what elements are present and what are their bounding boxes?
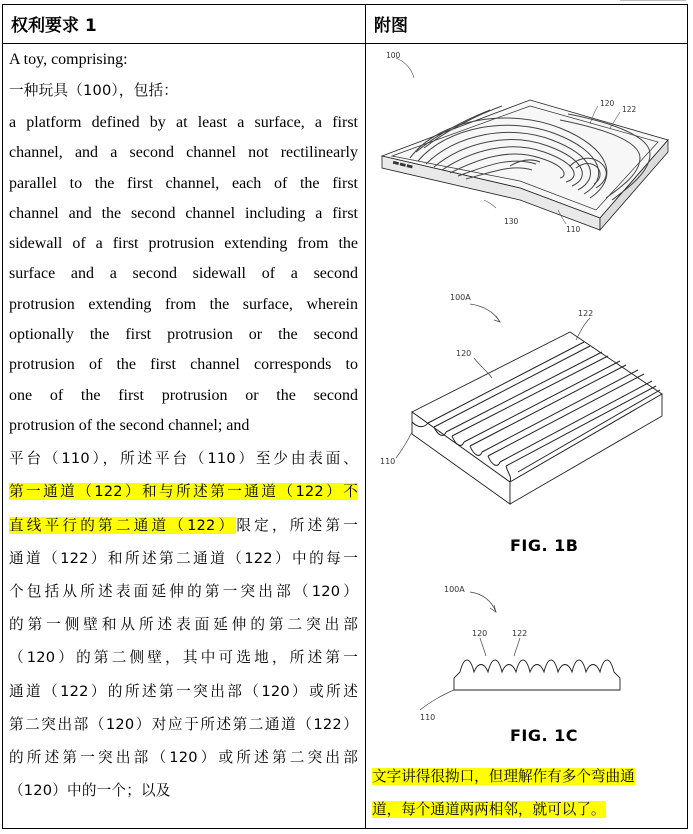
claim-line-en: one of the first protrusion or the second [9, 386, 358, 404]
highlight-span: 第一通道（122）和与所述第一通道（122）不 [9, 483, 358, 501]
claim-line-en: parallel to the first channel, each of the first [9, 174, 358, 192]
claim-line-cn: 第二突出部（120）对应于所述第二通道（122） [9, 715, 358, 733]
claim-line-en: a platform defined by at least a surface, a first [9, 114, 358, 131]
claim-text-span: 限定，所述第一 [236, 516, 358, 534]
claim-line-cn: 的所述第一突出部（120）或所述第二突出部 [9, 749, 358, 767]
claim-line-en: channel, and a second channel not rectilinearly [9, 144, 358, 162]
claim-line-cn-partial-highlight [9, 509, 358, 542]
claim-preamble-en: A toy, comprising: [9, 51, 128, 68]
claim-text [9, 48, 358, 808]
claim-line-en: protrusion extending from the surface, wherein [9, 295, 358, 313]
claim-line-cn: 通道（122）的所述第一突出部（120）或所述 [9, 682, 358, 700]
ref-120: 120 [600, 99, 615, 108]
claim-line-cn: （120）的第二侧壁，其中可选地，所述第一 [9, 649, 358, 667]
ref-130: 130 [504, 217, 519, 226]
ref-120: 120 [456, 349, 472, 358]
claim-line-cn: （120）中的一个；以及 [9, 782, 171, 800]
note-line: 文字讲得很拗口，但理解作有多个弯曲通 [372, 768, 635, 785]
claim-line-en: sidewall of a first protrusion extending from the [9, 235, 358, 253]
ref-110: 110 [380, 457, 396, 466]
figure-1b [370, 282, 685, 522]
figure-1c [370, 578, 685, 728]
note-line: 道，每个通道两两相邻，就可以了。 [372, 801, 606, 818]
claim-preamble-cn: 一种玩具（100），包括： [9, 82, 179, 99]
ref-100a: 100A [450, 293, 471, 302]
ref-100a: 100A [444, 585, 465, 594]
column-divider [365, 4, 366, 829]
claim-line-cn: 平台（110），所述平台（110）至少由表面、 [9, 450, 358, 468]
corner-line [620, 0, 686, 1]
brand-mark: ▬▬▬ [391, 157, 415, 172]
ref-122: 122 [578, 309, 594, 318]
claim-line-en: surface and a second sidewall of a second [9, 265, 358, 283]
header-divider [2, 43, 688, 44]
figure-1c-label: FIG. 1C [510, 726, 579, 745]
ref-100: 100 [386, 51, 401, 60]
ref-110: 110 [566, 225, 581, 234]
ref-110: 110 [420, 713, 436, 722]
claim-line-cn: 通道（122）和所述第二通道（122）中的每一 [9, 549, 358, 567]
figure-1b-label: FIG. 1B [510, 536, 579, 555]
claim-line-en: channel and the second channel including a first [9, 204, 358, 222]
highlight-span: 直线平行的第二通道（122） [9, 516, 237, 534]
claim-line-cn: 个包括从所述表面延伸的第一突出部（120） [9, 583, 358, 601]
claim-line-cn: 的第一侧壁和从所述表面延伸的第二突出部 [9, 616, 358, 634]
claim-line-en: protrusion of the second channel; and [9, 416, 250, 434]
figure-1a [370, 48, 685, 238]
ref-120: 120 [472, 629, 488, 638]
claim-line-cn-highlighted [9, 475, 358, 508]
claim-line-en: optionally the first protrusion or the second [9, 326, 358, 344]
header-figures: 附图 [374, 16, 408, 36]
ref-122: 122 [622, 105, 637, 114]
claim-line-en: protrusion of the first channel corresponds to [9, 356, 358, 374]
comment-note [372, 760, 684, 826]
header-claim: 权利要求 1 [11, 16, 97, 36]
ref-122: 122 [512, 629, 528, 638]
